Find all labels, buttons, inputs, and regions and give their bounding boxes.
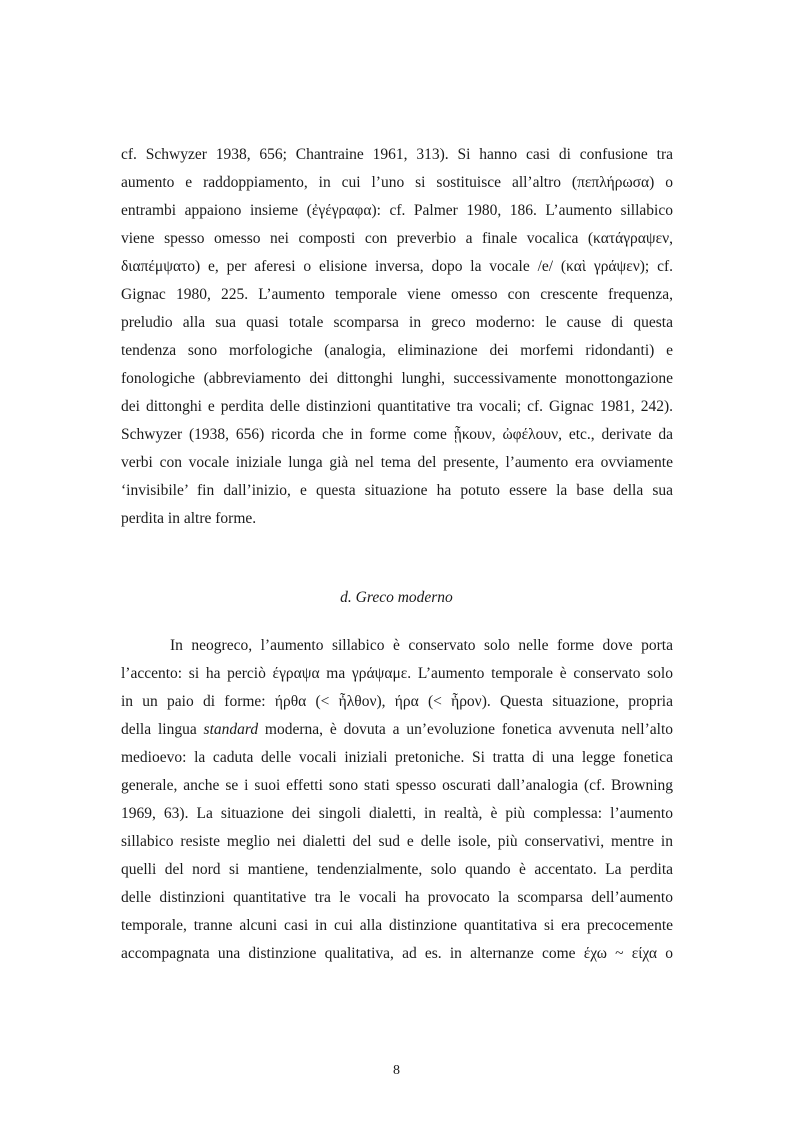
- section-heading: d. Greco moderno: [340, 589, 453, 606]
- text-line: generale, anche se i suoi effetti sono stati spesso oscurati dall’analogia (cf. Browning: [121, 777, 673, 794]
- text-line: In neogreco, l’aumento sillabico è conservato solo nelle forme dove porta: [170, 637, 673, 654]
- text-line: tendenza sono morfologiche (analogia, eliminazione dei morfemi ridondanti) e: [121, 342, 673, 359]
- text-line: 1969, 63). La situazione dei singoli dialetti, in realtà, è più complessa: l’aumento: [121, 805, 673, 822]
- emphasis-standard: standard: [203, 721, 259, 738]
- text-line: aumento e raddoppiamento, in cui l’uno si sostituisce all’altro (πεπλήρωσα) o: [121, 174, 673, 191]
- text-line: [121, 720, 673, 740]
- text-segment: della lingua: [121, 721, 204, 738]
- text-line: in un paio di forme: ήρθα (< ἦλθον), ήρα (< ἦρον). Questa situazione, propria: [121, 693, 673, 710]
- text-line: sillabico resiste meglio nei dialetti del sud e delle isole, più conservativi, mentre in: [121, 833, 673, 850]
- text-line: medioevo: la caduta delle vocali iniziali pretoniche. Si tratta di una legge fonetica: [121, 749, 673, 766]
- text-line: dei dittonghi e perdita delle distinzioni quantitative tra vocali; cf. Gignac 1981, 242).: [121, 398, 673, 415]
- text-line: verbi con vocale iniziale lunga già nel tema del presente, l’aumento era ovviamente: [121, 454, 673, 471]
- text-line: perdita in altre forme.: [121, 510, 257, 527]
- text-line: fonologiche (abbreviamento dei dittonghi lunghi, successivamente monottongazione: [121, 370, 673, 387]
- text-line: entrambi appaiono insieme (ἐγέγραφα): cf. Palmer 1980, 186. L’aumento sillabico: [121, 202, 673, 219]
- text-segment: moderna, è dovuta a un’evoluzione fonetica avvenuta nell’alto: [258, 721, 673, 738]
- text-line: accompagnata una distinzione qualitativa, ad es. in alternanze come έχω ~ είχα o: [121, 945, 673, 962]
- text-line: delle distinzioni quantitative tra le vocali ha provocato la scomparsa dell’aumento: [121, 889, 673, 906]
- text-line: temporale, tranne alcuni casi in cui alla distinzione quantitativa si era precocemente: [121, 917, 673, 934]
- text-line: viene spesso omesso nei composti con preverbio a finale vocalica (κατάγραψεν,: [121, 230, 673, 247]
- page-number: 8: [393, 1063, 400, 1078]
- text-line: Schwyzer (1938, 656) ricorda che in forme come ᾖκουν, ὠφέλουν, etc., derivate da: [121, 426, 673, 443]
- text-line: l’accento: si ha perciò έγραψα ma γράψαμε. L’aumento temporale è conservato solo: [121, 665, 673, 682]
- text-line: Gignac 1980, 225. L’aumento temporale viene omesso con crescente frequenza,: [121, 286, 673, 303]
- text-line: διαπέμψατο) e, per aferesi o elisione inversa, dopo la vocale /e/ (καὶ γράψεν); cf.: [121, 258, 673, 275]
- text-line: ‘invisibile’ fin dall’inizio, e questa situazione ha potuto essere la base della sua: [121, 482, 673, 499]
- text-line: preludio alla sua quasi totale scomparsa in greco moderno: le cause di questa: [121, 314, 673, 331]
- text-line: cf. Schwyzer 1938, 656; Chantraine 1961, 313). Si hanno casi di confusione tra: [121, 146, 673, 163]
- text-line: quelli del nord si mantiene, tendenzialmente, solo quando è accentato. La perdita: [121, 861, 673, 878]
